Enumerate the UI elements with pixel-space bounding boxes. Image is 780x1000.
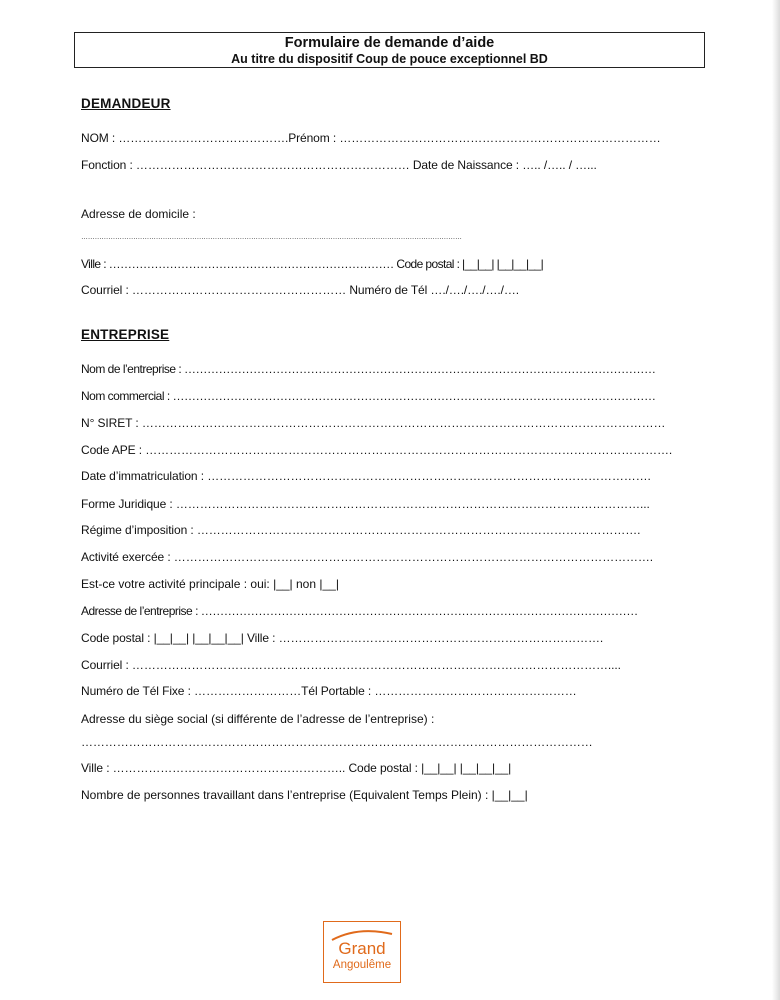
field-nom-entreprise[interactable]: Nom de l’entreprise : ……………………………………………………………………………………………………………: [81, 362, 656, 376]
form-title: Formulaire de demande d’aide: [284, 35, 495, 51]
field-fonction-naissance[interactable]: Fonction : …………………………………………………………… Date de Naissance : ….. /….. / …...: [81, 158, 597, 172]
field-nombre-personnes[interactable]: Nombre de personnes travaillant dans l’entreprise (Equivalent Temps Plein) : |__|__|: [81, 788, 528, 802]
page-edge-shadow: [772, 0, 780, 1000]
field-activite-principale[interactable]: Est-ce votre activité principale : oui: |__| non |__|: [81, 577, 339, 591]
field-siege-social-label: Adresse du siège social (si différente de l’adresse de l’entreprise) :: [81, 712, 435, 726]
field-siege-social-line[interactable]: …………………………………………………………………………………………………………………: [81, 735, 593, 749]
field-telephones[interactable]: Numéro de Tél Fixe : ………………………Tél Portable : ……………………………………………: [81, 684, 577, 698]
form-subtitle: Au titre du dispositif Coup de pouce exceptionnel BD: [231, 52, 548, 66]
field-adresse-label: Adresse de domicile :: [81, 207, 196, 221]
field-regime-imposition[interactable]: Régime d’imposition : ………………………………………………………………………………………………….: [81, 523, 641, 537]
field-siret[interactable]: N° SIRET : ……………………………………………………………………………………………………………………: [81, 416, 666, 430]
field-siege-ville-codepostal[interactable]: Ville : ………………………………………………….. Code postal : |__|__| |__|__|__|: [81, 761, 512, 775]
logo-text-grand: Grand: [338, 939, 386, 958]
field-courriel-entreprise[interactable]: Courriel : …………………………………………………………………………………………………………....: [81, 658, 621, 672]
field-courriel-tel[interactable]: Courriel : ……………………………………………… Numéro de Tél …./…./…./…./….: [81, 283, 520, 297]
field-code-ape[interactable]: Code APE : …………………………………………………………………………………………………………………….: [81, 443, 673, 457]
field-nom-prenom[interactable]: NOM : …………………………………….Prénom : ………………………………………………………………………: [81, 131, 661, 145]
field-forme-juridique[interactable]: Forme Juridique : ………………………………………………………………………………………………………...: [81, 497, 650, 511]
section-heading-demandeur: DEMANDEUR: [81, 96, 171, 111]
grand-angouleme-logo: [323, 921, 401, 983]
field-nom-commercial[interactable]: Nom commercial : ………………………………………………………………………………………………………………: [81, 389, 656, 403]
field-activite-exercee[interactable]: Activité exercée : ………………………………………………………………………………………………………….: [81, 550, 654, 564]
logo-text-angouleme: Angoulême: [332, 959, 392, 971]
field-codepostal-ville[interactable]: Code postal : |__|__| |__|__|__| Ville : ……………………………………………………………………….: [81, 631, 604, 645]
field-adresse-entreprise[interactable]: Adresse de l’entreprise : ……………………………………………………………………………………………………: [81, 604, 638, 618]
field-ville-codepostal[interactable]: Ville : ………………………………………………………………… Code postal : |__|__| |__|__|__|: [81, 257, 544, 271]
section-heading-entreprise: ENTREPRISE: [81, 327, 170, 342]
field-adresse-line[interactable]: ……………………………………………………………………………………………………………………………………………………: [81, 234, 462, 241]
field-date-immatriculation[interactable]: Date d’immatriculation : ………………………………………………………………………………………………….: [81, 469, 651, 483]
form-title-box: [74, 32, 705, 68]
